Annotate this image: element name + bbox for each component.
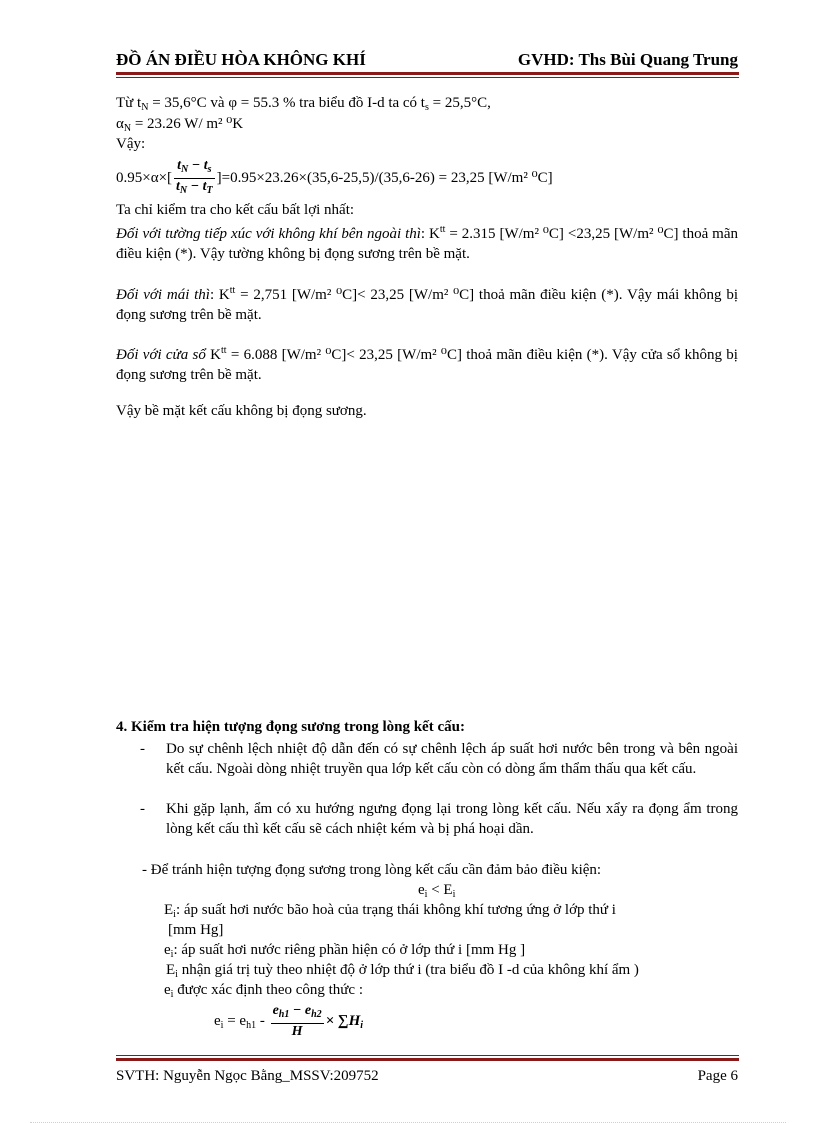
text-segment: Từ t	[116, 95, 142, 111]
fraction	[271, 1003, 324, 1040]
text-segment: = 2.315 [W/m² ⁰C] <23,25 [W/m² ⁰C] thoả mãn điều kiện (*). Vậy tường không bị đọng sương trên bề mặt.	[116, 226, 739, 262]
symbol: E	[164, 902, 174, 918]
footer-student: SVTH: Nguyễn Ngọc Bằng_MSSV:209752	[116, 1068, 379, 1084]
check-line: Ta chỉ kiểm tra cho kết cấu bất lợi nhất:	[116, 202, 355, 218]
text-segment: = 6.088 [W/m² ⁰C]< 23,25 [W/m² ⁰C] thoả mãn điều kiện (*). Vậy cửa sổ không bị đọng sương trên bề mặt.	[116, 347, 738, 383]
subscript: i	[424, 889, 428, 900]
text-segment: α	[116, 116, 124, 132]
text-segment: = 25,5°C,	[428, 95, 491, 111]
ei-formula	[214, 1003, 363, 1043]
vay-line: Vậy:	[116, 136, 146, 152]
bullet-text: Khi gặp lạnh, ẩm có xu hướng ngưng đọng lại trong lòng kết cấu. Nếu xẩy ra đọng ẩm trong lòng kết cấu thì kết cấu sẽ cách nhiệt kém và bị phá hoại dần.	[166, 801, 738, 837]
text-segment: = 35,6°C và φ = 55.3 % tra biểu đồ I-d ta có t	[148, 95, 425, 111]
text-segment: e	[214, 1012, 221, 1029]
text-segment: nhận giá trị tuỳ theo nhiệt độ ở lớp thứ i (tra biểu đồ I -d của không khí ẩm )	[177, 962, 639, 978]
subscript: N	[181, 164, 189, 175]
text-segment: được xác định theo công thức :	[173, 982, 364, 998]
text-segment: < E	[427, 882, 453, 898]
page-number: Page 6	[697, 1068, 738, 1084]
text-segment: = 2,751 [W/m² ⁰C]< 23,25 [W/m² ⁰C] thoả mãn điều kiện (*). Vậy mái không bị đọng sương trên bề mặt.	[116, 287, 739, 323]
superscript: tt	[229, 285, 236, 296]
subscript: i	[170, 949, 174, 960]
fraction-numerator	[174, 158, 215, 179]
fraction-denominator: H	[291, 1024, 303, 1039]
symbol: e	[164, 942, 171, 958]
symbol: E	[166, 962, 176, 978]
text-segment: : K	[209, 287, 230, 303]
superscript: tt	[439, 224, 446, 235]
subscript: h1	[278, 1009, 290, 1020]
header-title: ĐỒ ÁN ĐIỀU HÒA KHÔNG KHÍ	[116, 50, 366, 69]
fraction-denominator	[174, 179, 215, 199]
superscript: tt	[220, 345, 227, 356]
header-rule-thin	[116, 77, 739, 78]
formula-line	[116, 158, 553, 199]
text-segment: e	[418, 882, 425, 898]
condition-intro: - Để tránh hiện tượng đọng sương trong lòng kết cấu cần đảm bảo điều kiện:	[142, 862, 602, 878]
formula-prefix: 0.95×α×[	[116, 169, 173, 186]
text-segment: : áp suất hơi nước riêng phần hiện có ở lớp thứ i [mm Hg ]	[173, 942, 526, 958]
text-segment: = 23.26 W/ m² ⁰K	[131, 116, 244, 132]
bullet-item	[140, 739, 738, 799]
subscript: s	[207, 164, 212, 175]
page-header	[116, 50, 738, 72]
text-segment: − t	[188, 158, 208, 173]
bullet-dash: -	[140, 801, 145, 817]
bullet-dash: -	[140, 741, 145, 757]
subscript: i	[175, 969, 178, 980]
text-segment: : K	[420, 226, 440, 242]
footer-rule-thick	[116, 1058, 739, 1061]
conclusion-line: Vậy bề mặt kết cấu không bị đọng sương.	[116, 403, 367, 419]
italic-label: Đối với tường tiếp xúc với không khí bên ngoài thì	[116, 226, 421, 242]
ei-formula-note	[164, 980, 363, 1005]
footer-rule-thin	[116, 1055, 739, 1056]
italic-label: Đối với mái thì	[116, 287, 210, 303]
subscript: s	[424, 102, 429, 113]
subscript: i	[173, 909, 176, 920]
italic-label: Đối với cửa sổ	[116, 347, 206, 363]
subscript: i	[170, 989, 174, 1000]
roof-paragraph	[116, 281, 738, 325]
text-segment: t	[177, 158, 182, 173]
text-segment: − e	[289, 1003, 312, 1018]
formula-suffix: ]=0.95×23.26×(35,6-25,5)/(35,6-26) = 23,25 [W/m² ⁰C]	[216, 169, 553, 186]
window-paragraph	[116, 341, 738, 385]
text-segment: t	[176, 179, 180, 194]
header-rule-thick	[116, 72, 739, 75]
subscript: i	[220, 1019, 224, 1031]
sum-term: × ∑H	[325, 1012, 361, 1029]
fraction-numerator	[271, 1003, 324, 1024]
text-segment: K	[205, 347, 221, 363]
subscript: T	[206, 185, 213, 196]
Ei-definition	[164, 900, 616, 925]
subscript: i	[360, 1019, 364, 1031]
fraction	[174, 158, 215, 199]
subscript: h2	[311, 1009, 322, 1020]
bullet-item	[140, 799, 738, 839]
subscript: N	[141, 102, 149, 113]
text-segment: = e	[223, 1012, 247, 1029]
text-segment: e	[272, 1003, 279, 1018]
subscript: h1	[246, 1019, 257, 1031]
wall-paragraph	[116, 220, 738, 264]
symbol: e	[164, 982, 171, 998]
header-advisor: GVHD: Ths Bùi Quang Trung	[517, 50, 738, 69]
subscript: N	[123, 123, 132, 134]
text-segment: : áp suất hơi nước bão hoà của trạng thái không khí tương ứng ở lớp thứ i	[175, 902, 616, 918]
subscript: N	[179, 185, 188, 196]
text-segment: − t	[187, 179, 207, 194]
bullet-text: Do sự chênh lệch nhiệt độ dẫn đến có sự chênh lệch áp suất hơi nước bên trong và bên ngoài kết cấu. Ngoài dòng nhiệt truyền qua lớp kết cấu còn có dòng ẩm thẩm thấu qua kết cấu.	[166, 741, 738, 777]
subscript: i	[452, 889, 456, 900]
text-segment: -	[256, 1012, 269, 1029]
Ei-unit: [mm Hg]	[168, 922, 224, 938]
section-heading: 4. Kiểm tra hiện tượng đọng sương trong lòng kết cấu:	[116, 719, 465, 735]
